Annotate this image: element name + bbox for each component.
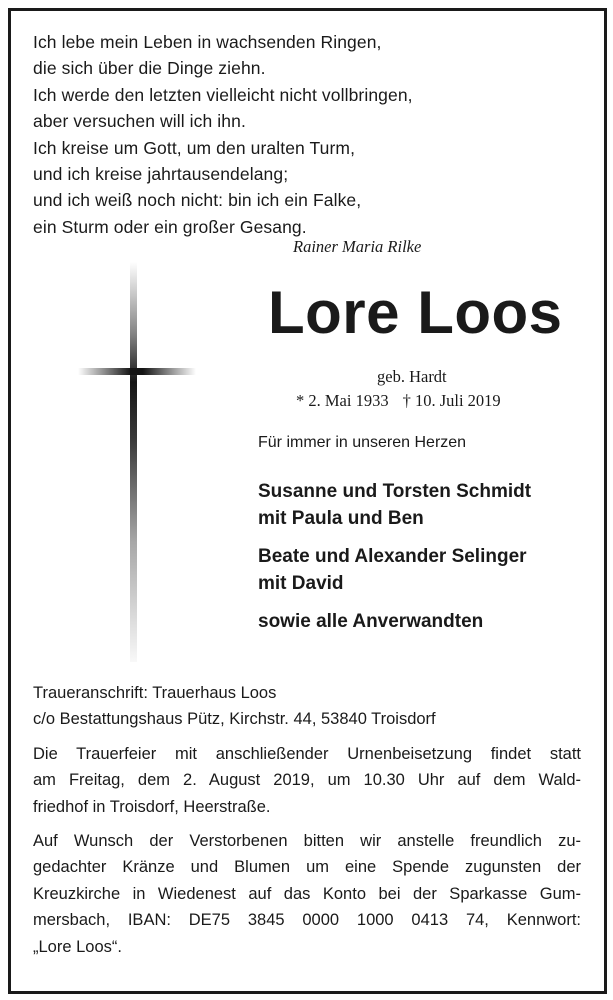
poem-line: Ich lebe mein Leben in wachsenden Ringen, [33, 32, 382, 52]
birth-date: * 2. Mai 1933 [296, 391, 389, 410]
ceremony-notice [33, 741, 581, 820]
poem-line: Ich kreise um Gott, um den uralten Turm, [33, 137, 356, 158]
deceased-name: Lore Loos [268, 279, 563, 346]
ceremony-line: am Freitag, dem 2. August 2019, um 10.30 Uhr auf dem Wald- [33, 771, 581, 790]
poem-line: die sich über die Dinge ziehn. [33, 58, 266, 79]
mourner-group [258, 544, 531, 597]
address-line: Traueranschrift: Trauerhaus Loos [33, 684, 277, 702]
poem-author: Rainer Maria Rilke [293, 237, 422, 256]
donation-notice [33, 828, 581, 960]
donation-line: „Lore Loos“. [33, 937, 122, 956]
donation-line: mersbach, IBAN: DE75 3845 0000 1000 0413 74, Kennwort: [33, 911, 581, 930]
ceremony-line: Die Trauerfeier mit anschließender Urnenbeisetzung findet statt [33, 745, 581, 763]
mourner-line: mit Paula und Ben [258, 507, 424, 529]
poem-line: ein Sturm oder ein großer Gesang. [33, 216, 307, 237]
poem-line: Ich werde den letzten vielleicht nicht vollbringen, [33, 84, 413, 105]
donation-line: gedachter Kränze und Blumen um eine Spende zugunsten der [33, 858, 581, 877]
mourner-line: Susanne und Torsten Schmidt [258, 481, 532, 502]
poem-line: aber versuchen will ich ihn. [33, 111, 246, 132]
donation-line: Kreuzkirche in Wiedenest auf das Konto bei der Sparkasse Gum- [33, 884, 581, 903]
mourner-line: sowie alle Anverwandten [258, 611, 484, 632]
mourners [258, 479, 531, 648]
death-date: † 10. Juli 2019 [402, 391, 501, 410]
mourner-line: mit David [258, 572, 344, 594]
tagline: Für immer in unseren Herzen [258, 434, 467, 451]
cross-horizontal-beam [78, 368, 196, 375]
cross-vertical-beam [130, 262, 137, 662]
life-dates [296, 391, 501, 411]
poem [33, 29, 413, 240]
cross-icon [78, 262, 198, 662]
maiden-name: geb. Hardt [377, 367, 447, 386]
mourner-group [258, 479, 531, 532]
address-line: c/o Bestattungshaus Pütz, Kirchstr. 44, 53840 Troisdorf [33, 710, 436, 729]
mourning-address [33, 680, 581, 733]
mourner-line: Beate und Alexander Selinger [258, 546, 527, 567]
donation-line: Auf Wunsch der Verstorbenen bitten wir anstelle freundlich zu- [33, 832, 581, 850]
ceremony-line: friedhof in Troisdorf, Heerstraße. [33, 797, 271, 816]
poem-line: und ich weiß noch nicht: bin ich ein Falke, [33, 190, 362, 211]
poem-line: und ich kreise jahrtausendelang; [33, 164, 289, 185]
mourner-group [258, 609, 531, 636]
